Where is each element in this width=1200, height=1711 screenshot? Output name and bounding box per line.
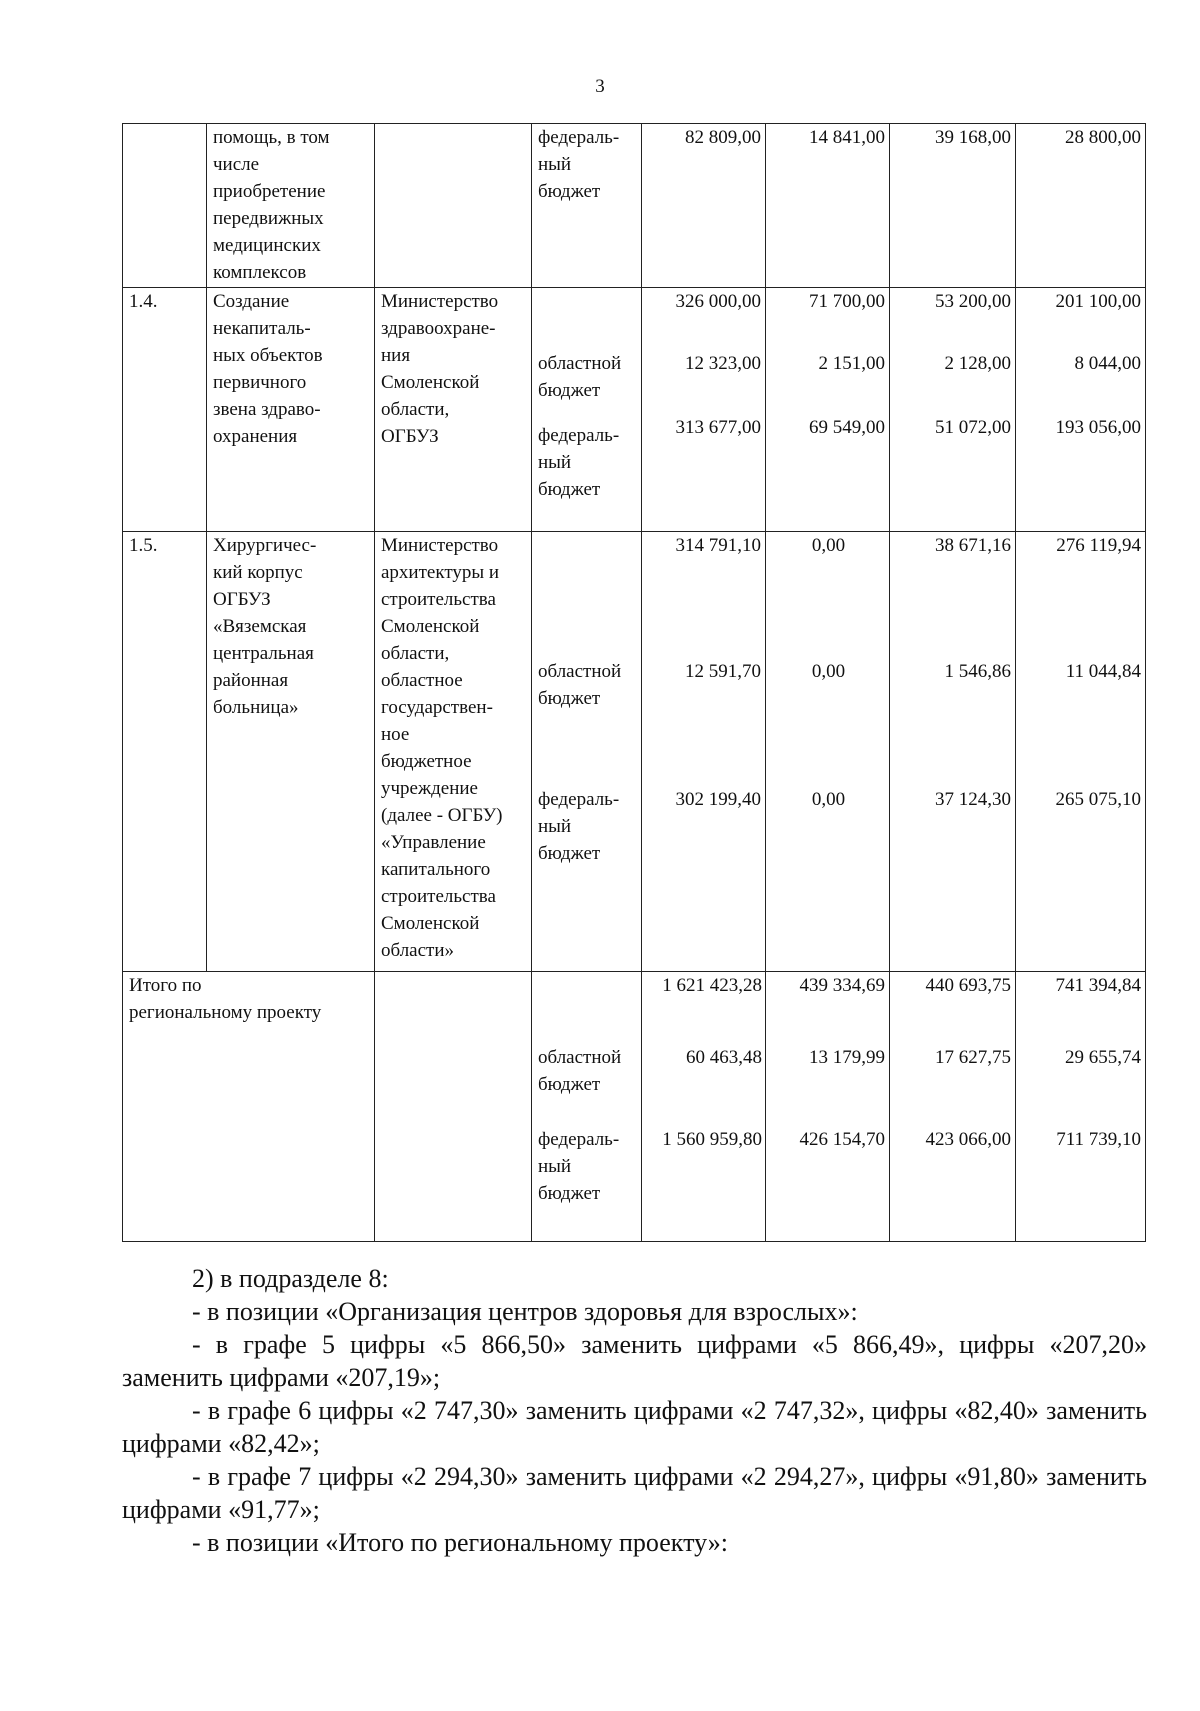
row-number-cell — [123, 124, 207, 288]
paragraph: 2) в подразделе 8: — [192, 1264, 389, 1293]
amount-year2-cell: 53 200,00 2 128,00 51 072,00 — [890, 288, 1016, 532]
executor-cell: Министерство здравоохране- ния Смоленской области, ОГБУЗ — [375, 288, 532, 532]
row-number-cell: 1.4. — [123, 288, 207, 532]
amount-year3-cell: 201 100,00 8 044,00 193 056,00 — [1016, 288, 1146, 532]
amount-year1-cell: 14 841,00 — [766, 124, 890, 288]
paragraph: - в позиции «Организация центров здоровья для взрослых»: — [192, 1297, 858, 1326]
amount-year2-cell: 39 168,00 — [890, 124, 1016, 288]
amount-total-cell: 82 809,00 — [642, 124, 766, 288]
event-name-cell: Создание некапиталь- ных объектов первичного звена здраво- охранения — [207, 288, 375, 532]
executor-cell: Министерство архитектуры и строительства Смоленской области, областное государствен- ное бюджетное учреждение (далее - ОГБУ) «Управление капитального строительства Смоленской области» — [375, 532, 532, 972]
row-number-cell: 1.5. — [123, 532, 207, 972]
table-row — [123, 288, 1146, 532]
amount-year3-cell: 741 394,84 29 655,74 711 739,10 — [1016, 972, 1146, 1242]
budget-table — [122, 123, 1146, 1242]
table-row — [123, 532, 1146, 972]
amount-year1-cell: 71 700,00 2 151,00 69 549,00 — [766, 288, 890, 532]
amount-year3-cell: 276 119,94 11 044,84 265 075,10 — [1016, 532, 1146, 972]
page-number: 3 — [595, 76, 605, 97]
event-name-cell: Хирургичес- кий корпус ОГБУЗ «Вяземская центральная районная больница» — [207, 532, 375, 972]
total-label-cell: Итого по региональному проекту — [123, 972, 375, 1242]
amount-year1-cell: 439 334,69 13 179,99 426 154,70 — [766, 972, 890, 1242]
amount-total-cell: 314 791,10 12 591,70 302 199,40 — [642, 532, 766, 972]
funding-source-cell: областной бюджет федераль- ный бюджет — [532, 288, 642, 532]
executor-cell — [375, 972, 532, 1242]
funding-source-cell: областной бюджет федераль- ный бюджет — [532, 532, 642, 972]
funding-source-cell: областной бюджет федераль- ный бюджет — [532, 972, 642, 1242]
table-row — [123, 124, 1146, 288]
event-name-cell: помощь, в том числе приобретение передвижных медицинских комплексов — [207, 124, 375, 288]
amount-year2-cell: 440 693,75 17 627,75 423 066,00 — [890, 972, 1016, 1242]
amount-year1-cell: 0,00 0,00 0,00 — [766, 532, 890, 972]
paragraph: - в графе 6 цифры «2 747,30» заменить цифрами «2 747,32», цифры «82,40» заменить цифрами «82,42»; — [122, 1396, 1147, 1458]
paragraph: - в графе 7 цифры «2 294,30» заменить цифрами «2 294,27», цифры «91,80» заменить цифрами «91,77»; — [122, 1462, 1147, 1524]
executor-cell — [375, 124, 532, 288]
amount-total-cell: 1 621 423,28 60 463,48 1 560 959,80 — [642, 972, 766, 1242]
amendment-text — [122, 1262, 1147, 1559]
paragraph: - в позиции «Итого по региональному проекту»: — [192, 1528, 728, 1557]
table-row-total — [123, 972, 1146, 1242]
paragraph: - в графе 5 цифры «5 866,50» заменить цифрами «5 866,49», цифры «207,20» заменить цифрами «207,19»; — [122, 1330, 1147, 1392]
amount-year3-cell: 28 800,00 — [1016, 124, 1146, 288]
amount-year2-cell: 38 671,16 1 546,86 37 124,30 — [890, 532, 1016, 972]
funding-source-cell: федераль- ный бюджет — [532, 124, 642, 288]
amount-total-cell: 326 000,00 12 323,00 313 677,00 — [642, 288, 766, 532]
